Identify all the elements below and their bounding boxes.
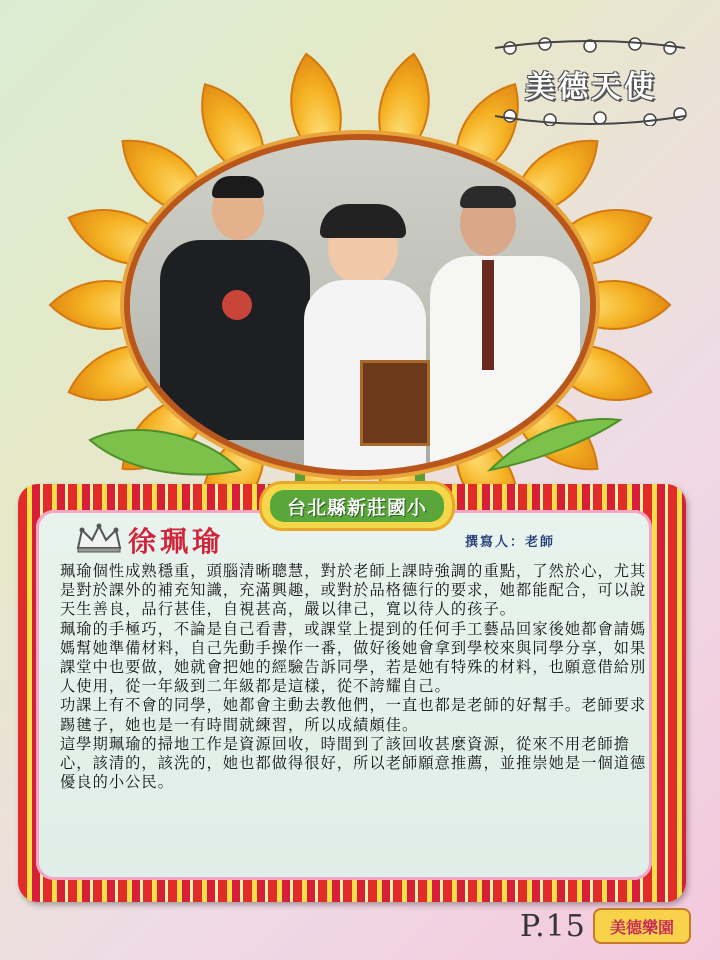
- page-number: P.15: [520, 909, 586, 944]
- crown-icon: [74, 522, 124, 554]
- section-badge: 美德樂園: [595, 910, 689, 942]
- school-name: 台北縣新莊國小: [270, 490, 444, 522]
- page-title: 美德天使: [525, 70, 657, 105]
- paragraph: 珮瑜個性成熟穩重，頭腦清晰聰慧，對於老師上課時強調的重點，了然於心，尤其是對於課外的補充知識，充滿興趣，或對於品格德行的要求，她都能配合，可以說天生善良，品行甚佳，自視甚高，嚴以律己，寬以待人的孩子。: [60, 562, 647, 619]
- student-name: 徐珮瑜: [128, 525, 225, 558]
- paragraph: 這學期珮瑜的掃地工作是資源回收，時間到了該回收甚麼資源，從來不用老師擔心，該清的，該洗的，她也都做得很好，所以老師願意推薦，並推崇她是一個道德優良的小公民。: [60, 734, 647, 792]
- author-label: 撰寫人：老師: [465, 535, 556, 550]
- award-photo: [130, 140, 590, 470]
- story-body: [60, 562, 650, 792]
- paragraph: 珮瑜的手極巧，不論是自己看書，或課堂上提到的任何手工藝品回家後她都會請媽媽幫她準備材料，自己先動手操作一番，做好後她會拿到學校來與同學分享，如果課堂中也要做，她就會把她的經驗告訴同學，若是她有特殊的材料，也願意借給別人使用，從一年級到二年級都是這樣，從不誇耀自己。: [60, 619, 647, 696]
- paragraph: 功課上有不會的同學，她都會主動去教他們，一直也都是老師的好幫手。老師要求踢毽子，她也是一有時間就練習，所以成績頗佳。: [60, 696, 647, 734]
